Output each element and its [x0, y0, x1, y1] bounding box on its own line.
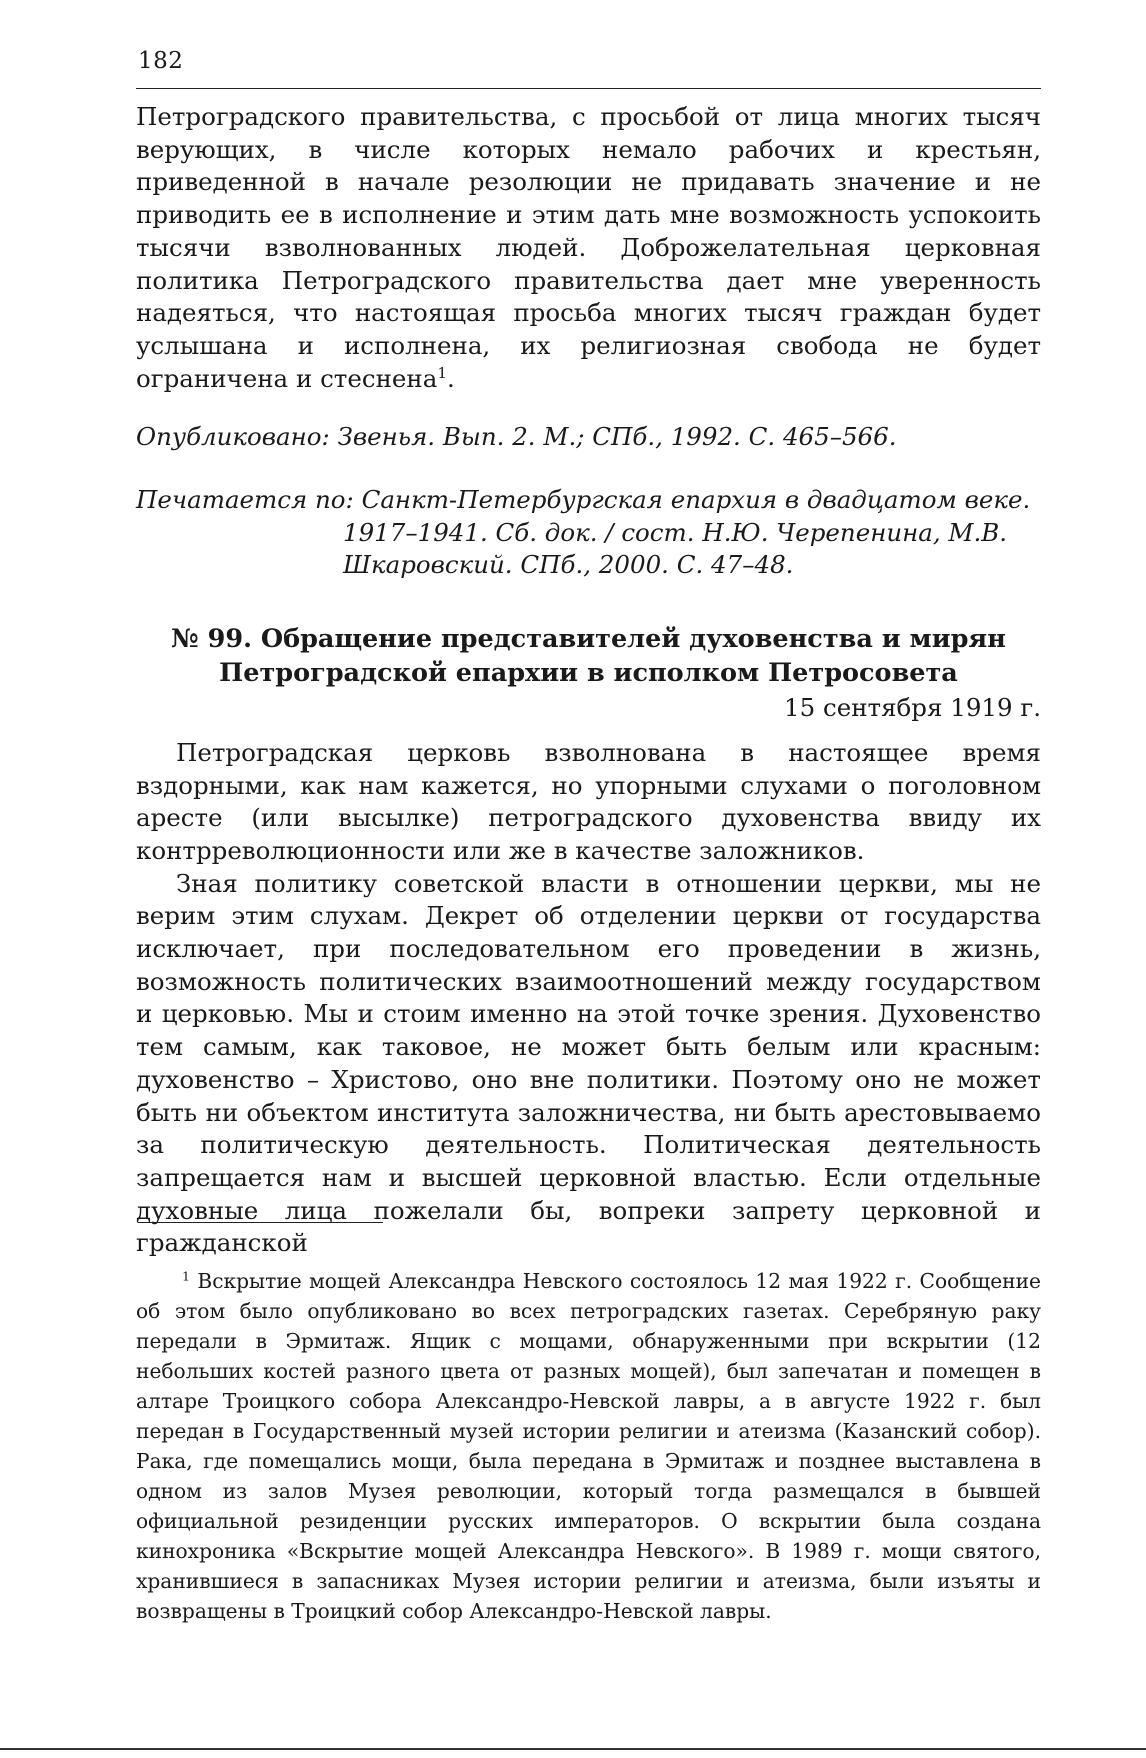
footnote-divider [138, 1222, 383, 1223]
footnote-number: 1 [182, 1268, 190, 1284]
footnote [136, 1266, 1041, 1626]
page-number: 182 [138, 48, 184, 74]
continuation-paragraph [136, 101, 1041, 395]
header-divider [136, 88, 1041, 89]
page-bottom-edge [0, 1748, 1146, 1750]
continuation-end: . [447, 363, 455, 393]
printed-source: Печатается по: Санкт-Петербургская епархия в двадцатом веке. 1917–1941. Сб. док. / сост. Н.Ю. Черепенина, М.В. Шкаровский. СПб., 2000. С. 47–48. [136, 485, 1031, 580]
document-heading-line-2: Петроградской епархии в исполком Петросовета [219, 658, 958, 689]
document-date: 15 сентября 1919 г. [784, 693, 1041, 723]
footnote-text: Вскрытие мощей Александра Невского состоялось 12 мая 1922 г. Сообщение об этом было опубликовано во всех петроградских газетах. Серебряную раку передали в Эрмитаж. Ящик с мощами, обнаруженными при вскрытии (12 небольших костей разного цвета от разных мощей), был запечатан и помещен в алтаре Троицкого собора Александро-Невской лавры, а в августе 1922 г. был передан в Государственный музей истории религии и атеизма (Казанский собор). Рака, где помещались мощи, была передана в Эрмитаж и позднее выставлена в одном из залов Музея революции, который тогда размещался в бывшей официальной резиденции русских императоров. О вскрытии была создана кинохроника «Вскрытие мощей Александра Невского». В 1989 г. мощи святого, хранившиеся в запасниках Музея истории религии и атеизма, были изъяты и возвращены в Троицкий собор Александро-Невской лавры. [136, 1269, 1042, 1623]
document-heading-line-1: № 99. Обращение представителей духовенства и мирян [171, 624, 1006, 655]
document-heading [136, 622, 1041, 690]
published-source: Опубликовано: Звенья. Вып. 2. М.; СПб., 1992. С. 465–566. [136, 422, 897, 452]
continuation-text: Петроградского правительства, с просьбой от лица многих тысяч верующих, в числе которых немало рабочих и крестьян, приведенной в начале резолюции не придавать значение и не приводить ее в исполнение и этим дать мне возможность успокоить тысячи взволнованных людей. Доброжелательная церковная политика Петроградского правительства дает мне уверенность надеяться, что настоящая просьба многих тысяч граждан будет услышана и исполнена, их религиозная свобода не будет ограничена и стеснена [136, 102, 1041, 393]
document-paragraph: Петроградская церковь взволнована в настоящее время вздорными, как нам кажется, но упорными слухами о поголовном аресте (или высылке) петроградского духовенства ввиду их контрреволюционности или же в качестве заложников. [136, 737, 1041, 865]
document-paragraph: Зная политику советской власти в отношении церкви, мы не верим этим слухам. Декрет об отделении церкви от государства исключает, при последовательном его проведении в жизнь, возможность политических взаимоотношений между государством и церковью. Мы и стоим именно на этой точке зрения. Духовенство тем самым, как таковое, не может быть белым или красным: духовенство – Христово, оно вне политики. Поэтому оно не может быть ни объектом института заложничества, ни быть арестовываемо за политическую деятельность. Политическая деятельность запрещается нам и высшей церковной властью. Если отдельные духовные лица пожелали бы, вопреки запрету церковной и гражданской [136, 868, 1041, 1258]
footnote-reference: 1 [437, 363, 448, 382]
page-body [136, 101, 1041, 1260]
